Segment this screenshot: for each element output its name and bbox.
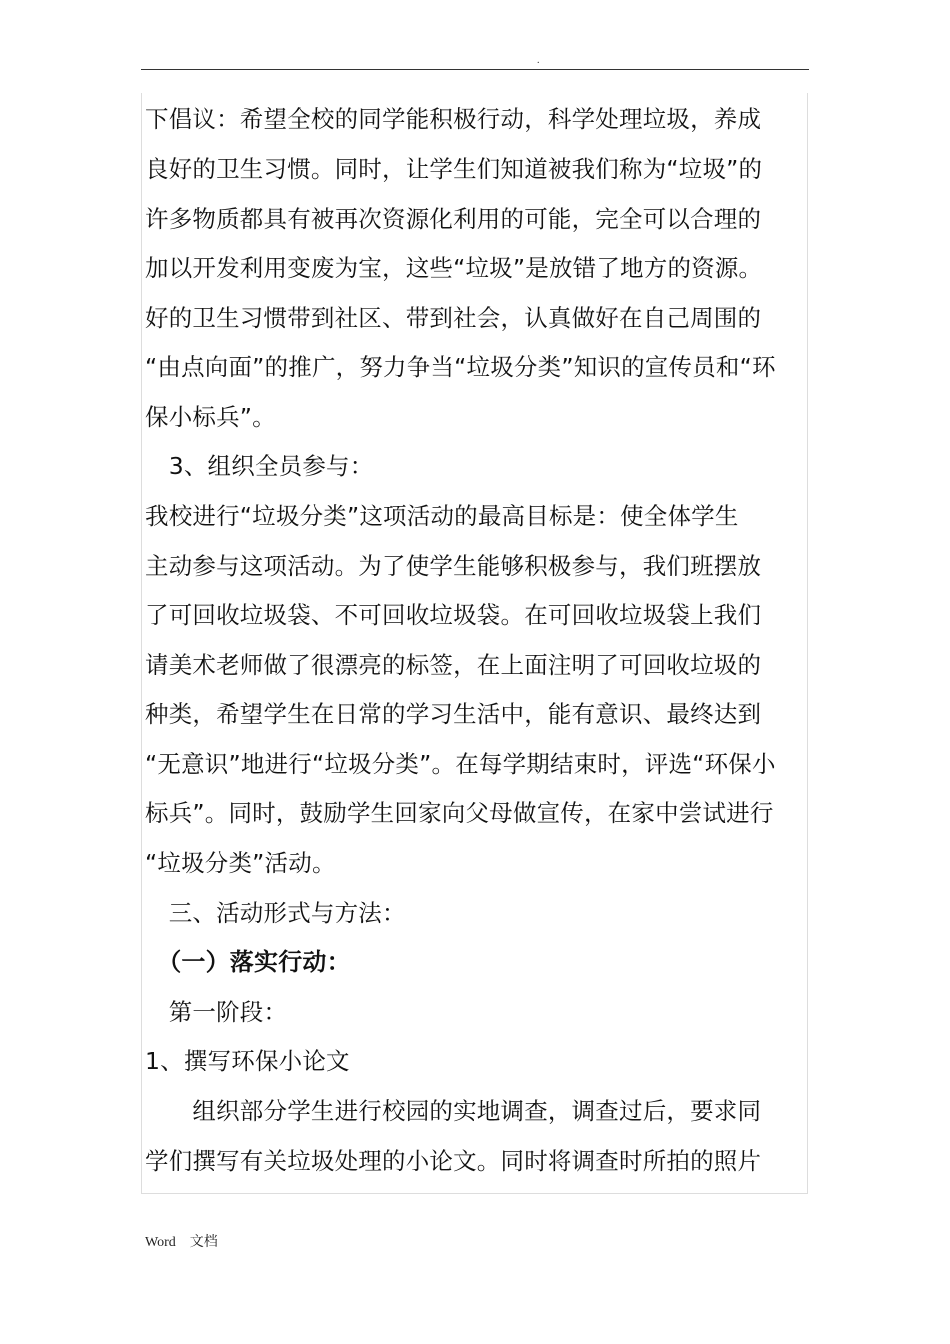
item-heading: 1、撰写环保小论文 (145, 1047, 350, 1075)
body-line: “无意识”地进行“垃圾分类”。在每学期结束时，评选“环保小 (145, 750, 776, 778)
body-line: 组织部分学生进行校园的实地调查，调查过后，要求同 (145, 1097, 762, 1125)
subsection-heading: （一）落实行动： (145, 948, 351, 976)
body-line: “由点向面”的推广，努力争当“垃圾分类”知识的宣传员和“环 (145, 353, 776, 381)
body-line: 许多物质都具有被再次资源化利用的可能，完全可以合理的 (145, 205, 762, 233)
body-line: 标兵”。同时，鼓励学生回家向父母做宣传，在家中尝试进行 (145, 799, 774, 827)
body-line: 了可回收垃圾袋、不可回收垃圾袋。在可回收垃圾袋上我们 (145, 601, 762, 629)
stage-heading: 第一阶段： (145, 998, 288, 1026)
body-line: 主动参与这项活动。为了使学生能够积极参与，我们班摆放 (145, 552, 762, 580)
body-line: 我校进行“垃圾分类”这项活动的最高目标是：使全体学生 (145, 502, 739, 530)
footer-label: Word 文档 (145, 1235, 218, 1250)
body-line: 下倡议：希望全校的同学能积极行动，科学处理垃圾，养成 (145, 105, 762, 133)
body-line: 好的卫生习惯带到社区、带到社会，认真做好在自己周围的 (145, 304, 762, 332)
header-mark: . (537, 55, 540, 66)
body-line: 良好的卫生习惯。同时，让学生们知道被我们称为“垃圾”的 (145, 155, 763, 183)
body-line: “垃圾分类”活动。 (145, 849, 336, 877)
body-line: 种类，希望学生在日常的学习生活中，能有意识、最终达到 (145, 700, 762, 728)
body-line: 加以开发利用变废为宝，这些“垃圾”是放错了地方的资源。 (145, 254, 763, 282)
header-rule (141, 69, 809, 70)
body-line: 请美术老师做了很漂亮的标签，在上面注明了可回收垃圾的 (145, 651, 762, 679)
section-heading: 3、组织全员参与： (145, 452, 374, 480)
section-heading: 三、活动形式与方法： (145, 899, 406, 927)
body-line: 保小标兵”。 (145, 403, 276, 431)
body-line: 学们撰写有关垃圾处理的小论文。同时将调查时所拍的照片 (145, 1147, 762, 1175)
